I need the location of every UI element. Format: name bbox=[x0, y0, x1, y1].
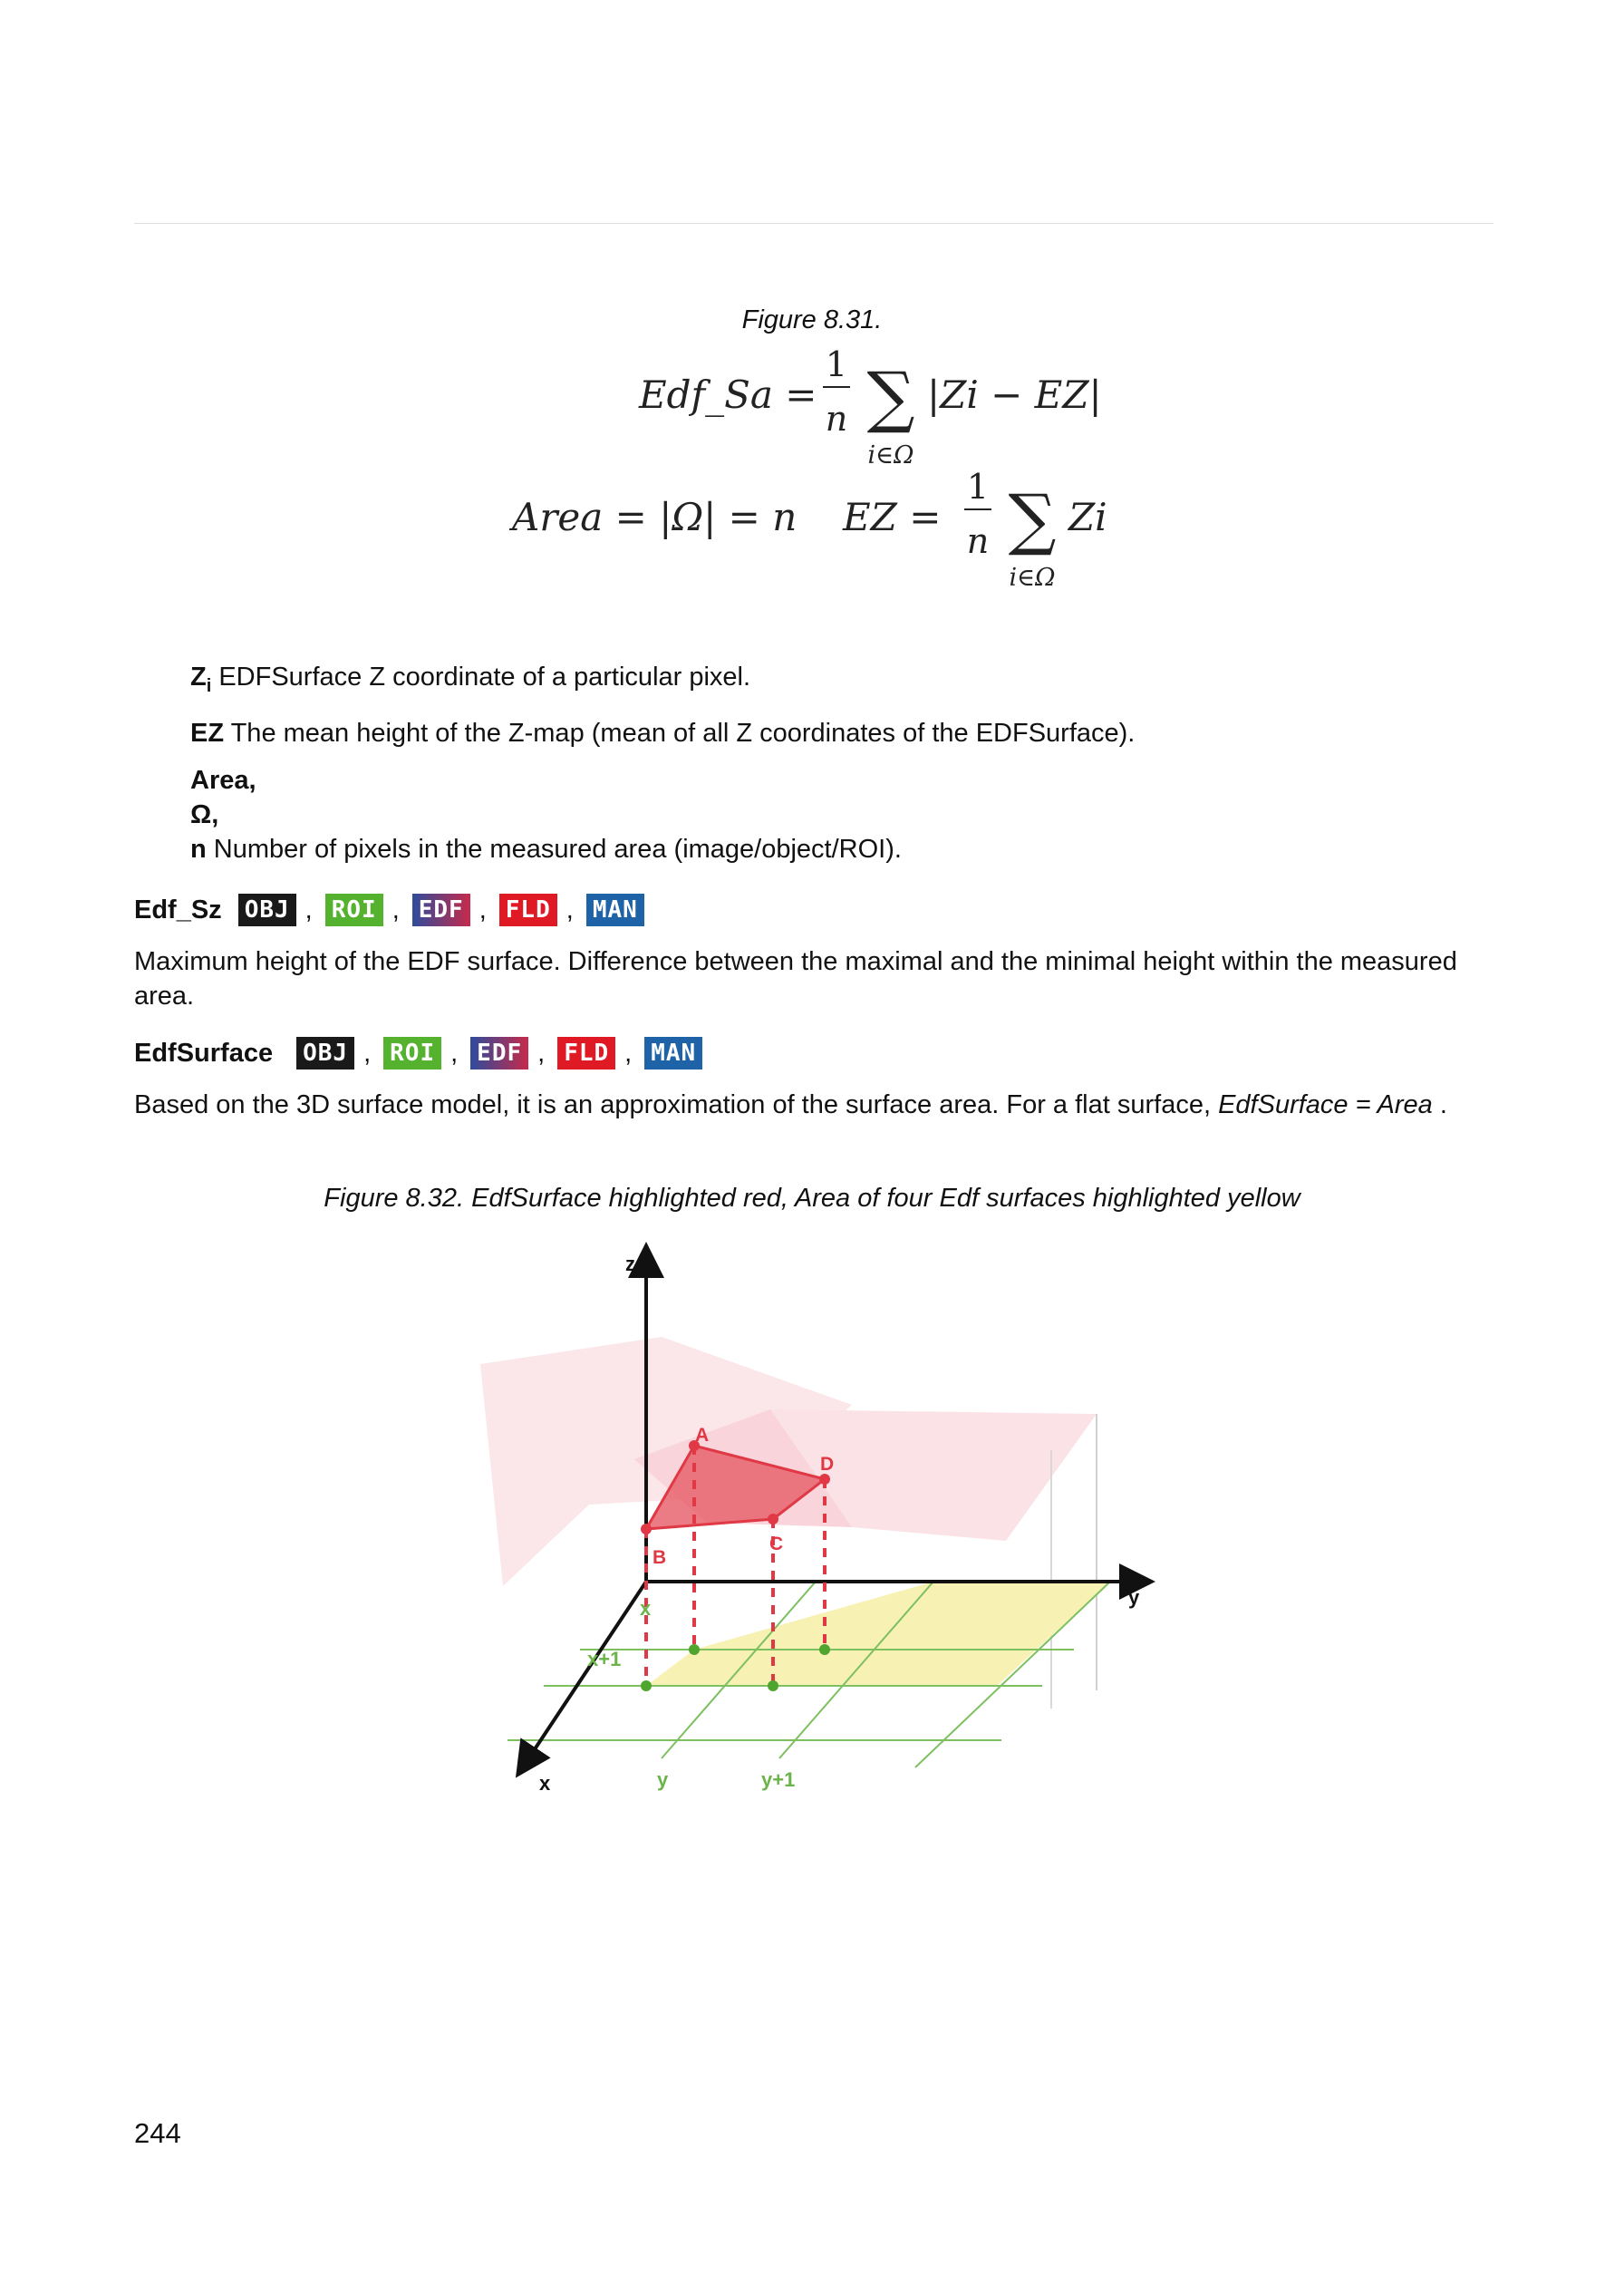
definition-ez bbox=[190, 716, 1459, 750]
definition-n bbox=[190, 832, 1459, 866]
definition-zi bbox=[190, 660, 1459, 703]
badge-separator: , bbox=[624, 1038, 633, 1068]
definition-term: Ω, bbox=[190, 799, 219, 829]
y-axis-label: y bbox=[1128, 1586, 1140, 1609]
grid-label-y-plus-1: y+1 bbox=[761, 1768, 796, 1791]
man-badge: MAN bbox=[644, 1037, 702, 1070]
definition-desc: EDFSurface Z coordinate of a particular pixel. bbox=[211, 663, 751, 692]
formula-ez-sum-sub: i∈Ω bbox=[1009, 564, 1056, 592]
header-rule bbox=[134, 223, 1494, 224]
description-italic: EdfSurface = Area bbox=[1218, 1090, 1433, 1119]
fld-badge: FLD bbox=[499, 894, 557, 926]
description-end: . bbox=[1432, 1090, 1447, 1119]
grid-point-c bbox=[768, 1680, 778, 1691]
grid-point-a bbox=[689, 1644, 700, 1655]
definition-term: Z bbox=[190, 663, 207, 692]
formula-sa-frac-num: 1 bbox=[825, 349, 848, 384]
definition-area-term bbox=[190, 763, 1459, 798]
area-yellow bbox=[646, 1582, 1110, 1686]
formula-ez-sum: ∑ bbox=[1008, 480, 1057, 558]
edf-badge: EDF bbox=[470, 1037, 528, 1070]
formula-sa-lhs: Edf_Sa = bbox=[639, 373, 817, 417]
z-axis-label: z bbox=[625, 1253, 635, 1275]
definition-term: n bbox=[190, 834, 207, 864]
formula-sa-body: |Zi − EZ| bbox=[927, 373, 1102, 417]
obj-badge: OBJ bbox=[238, 894, 296, 926]
grid-point-d bbox=[819, 1644, 830, 1655]
formula-ez-body: Zi bbox=[1068, 495, 1107, 539]
obj-badge: OBJ bbox=[296, 1037, 354, 1070]
formula-ez-lhs: EZ = bbox=[843, 495, 942, 539]
edf-surface-description bbox=[134, 1088, 1494, 1122]
point-label-a: A bbox=[695, 1425, 710, 1446]
edf-sz-term: Edf_Sz bbox=[134, 895, 222, 924]
grid-label-y: y bbox=[657, 1768, 669, 1791]
edf-surface-diagram bbox=[471, 1233, 1160, 1795]
definition-list bbox=[190, 660, 1459, 866]
roi-badge: ROI bbox=[383, 1037, 441, 1070]
formula-sa-sum: ∑ bbox=[866, 358, 915, 436]
badge-separator: , bbox=[537, 1038, 546, 1068]
definition-omega-term bbox=[190, 798, 1459, 832]
badge-separator: , bbox=[363, 1038, 372, 1068]
man-badge: MAN bbox=[586, 894, 644, 926]
badge-separator: , bbox=[478, 895, 487, 924]
point-label-c: C bbox=[769, 1534, 784, 1554]
badge-separator: , bbox=[392, 895, 400, 924]
grid-point-b bbox=[641, 1680, 652, 1691]
figure-8-32-caption: Figure 8.32. EdfSurface highlighted red, Area of four Edf surfaces highlighted yellow bbox=[324, 1184, 1300, 1213]
fld-badge: FLD bbox=[557, 1037, 615, 1070]
edf-sz-heading bbox=[134, 894, 644, 926]
badge-separator: , bbox=[450, 1038, 459, 1068]
grid-label-x-plus-1: x+1 bbox=[587, 1648, 622, 1670]
point-label-b: B bbox=[652, 1547, 667, 1568]
edf-surface-heading bbox=[134, 1037, 702, 1070]
x-axis-label: x bbox=[539, 1772, 551, 1795]
point-label-d: D bbox=[820, 1454, 835, 1475]
page-number: 244 bbox=[134, 2117, 181, 2149]
figure-8-31-caption: Figure 8.31. bbox=[741, 305, 883, 334]
formula-area: Area = |Ω| = n bbox=[512, 495, 798, 539]
definition-desc: Number of pixels in the measured area (image/object/ROI). bbox=[206, 834, 902, 864]
badge-separator: , bbox=[566, 895, 574, 924]
badge-separator: , bbox=[304, 895, 313, 924]
definition-term: Area, bbox=[190, 765, 256, 795]
formula-ez-frac-num: 1 bbox=[966, 467, 990, 507]
surface-point-b bbox=[641, 1524, 652, 1534]
surface-point-d bbox=[819, 1474, 830, 1485]
edf-sz-description: Maximum height of the EDF surface. Difference between the maximal and the minimal height within the measured area. bbox=[134, 947, 1457, 1011]
x-axis bbox=[526, 1582, 646, 1763]
figure-8-31-formulas bbox=[494, 349, 1128, 598]
formula-ez-frac-den: n bbox=[966, 521, 990, 561]
edf-badge: EDF bbox=[412, 894, 470, 926]
formula-sa-frac-den: n bbox=[825, 399, 848, 439]
description-text: Based on the 3D surface model, it is an approximation of the surface area. For a flat surface, bbox=[134, 1090, 1219, 1119]
definition-term-sub: i bbox=[206, 675, 212, 696]
definition-desc: The mean height of the Z-map (mean of all Z coordinates of the EDFSurface). bbox=[224, 718, 1136, 748]
formula-sa-sum-sub: i∈Ω bbox=[867, 441, 914, 469]
edf-surface-term: EdfSurface bbox=[134, 1038, 274, 1068]
roi-badge: ROI bbox=[325, 894, 383, 926]
grid-label-x: x bbox=[640, 1597, 652, 1620]
surface-point-c bbox=[768, 1514, 778, 1524]
definition-term: EZ bbox=[190, 718, 225, 748]
